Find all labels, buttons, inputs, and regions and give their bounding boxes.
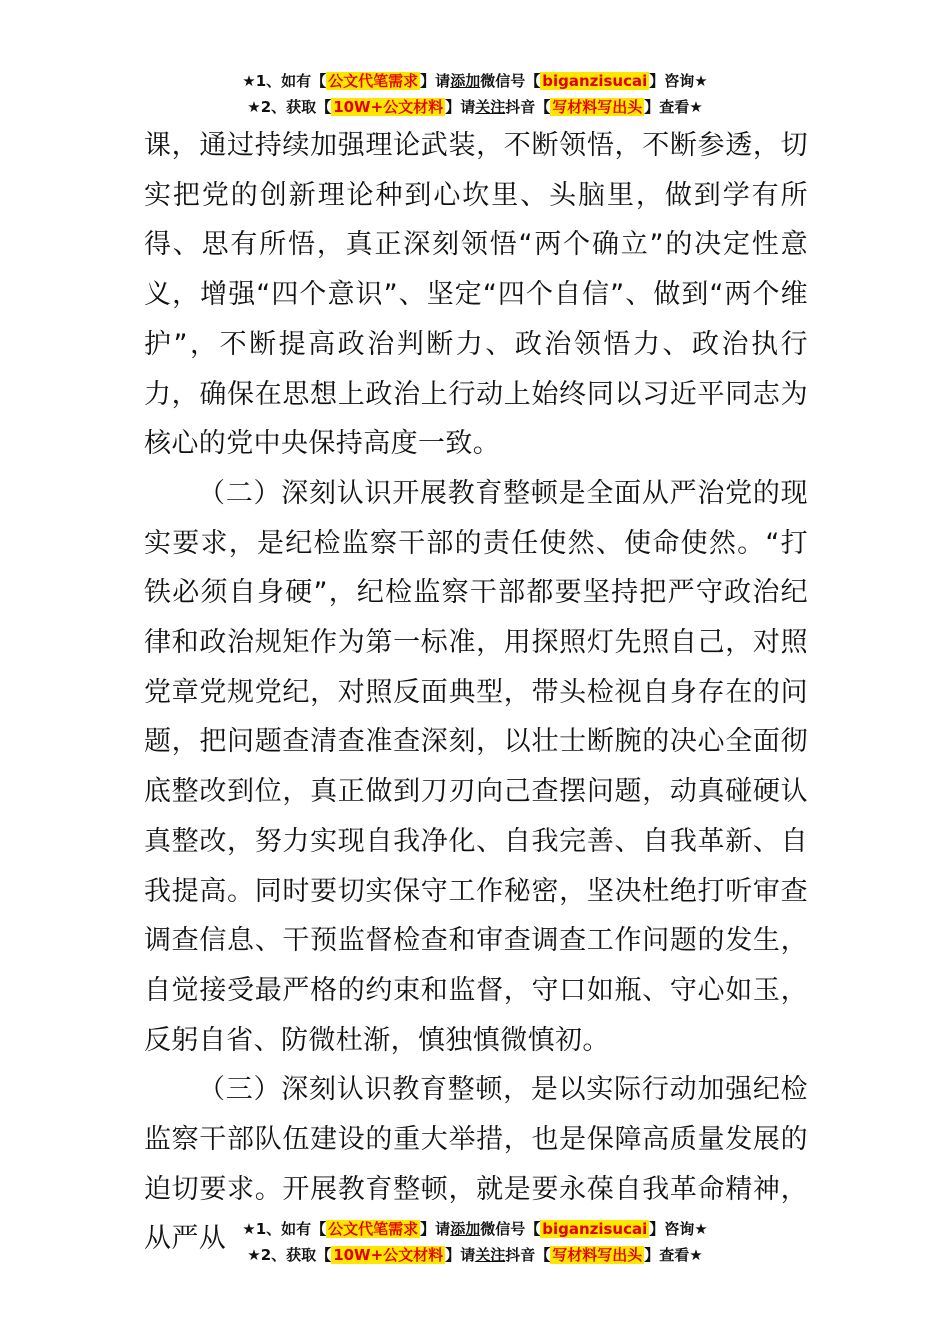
- banner-text: 】查看★: [644, 1246, 703, 1264]
- banner-line-1: [0, 68, 950, 94]
- banner-highlight: 公文代笔需求: [328, 1220, 419, 1238]
- banner-text: 】咨询★: [649, 72, 708, 90]
- banner-text: ★2、获取【: [247, 98, 332, 116]
- banner-highlight: 10W+公文材料: [333, 98, 444, 116]
- banner-highlight: 写材料写出头: [552, 1246, 643, 1264]
- banner-text: ★2、获取【: [247, 1246, 332, 1264]
- document-body: [144, 121, 808, 1264]
- banner-emphasis: 关注: [475, 1246, 506, 1264]
- banner-text: 】请: [420, 72, 451, 90]
- banner-text: ★1、如有【: [242, 1220, 327, 1238]
- banner-highlight: biganzisucai: [542, 1220, 648, 1238]
- banner-text: 】查看★: [644, 98, 703, 116]
- footer-banner: [0, 1216, 950, 1268]
- banner-line-2: [0, 94, 950, 120]
- paragraph-3: （三）深刻认识教育整顿，是以实际行动加强纪检监察干部队伍建设的重大举措，也是保障高质量发展的迫切要求。开展教育整顿，就是要永葆自我革命精神，从严从: [144, 1074, 808, 1255]
- banner-highlight: 公文代笔需求: [328, 72, 419, 90]
- banner-text: 】请: [420, 1220, 451, 1238]
- banner-line-1: [0, 1216, 950, 1242]
- banner-text: ★1、如有【: [242, 72, 327, 90]
- banner-text: 抖音【: [505, 1246, 551, 1264]
- banner-text: 】请: [445, 98, 476, 116]
- banner-emphasis: 关注: [475, 98, 506, 116]
- banner-text: 抖音【: [505, 98, 551, 116]
- header-banner: [0, 68, 950, 120]
- banner-line-2: [0, 1242, 950, 1268]
- paragraph-2: （二）深刻认识开展教育整顿是全面从严治党的现实要求，是纪检监察干部的责任使然、使命使然。“打铁必须自身硬”，纪检监察干部都要坚持把严守政治纪律和政治规矩作为第一标准，用探照灯先照自己，对照党章党规党纪，对照反面典型，带头检视自身存在的问题，把问题查清查准查深刻，以壮士断腕的决心全面彻底整改到位，真正做到刀刃向己查摆问题，动真碰硬认真整改，努力实现自我净化、自我完善、自我革新、自我提高。同时要切实保守工作秘密，坚决杜绝打听审查调查信息、干预监督检查和审查调查工作问题的发生，自觉接受最严格的约束和监督，守口如瓶、守心如玉，反躬自省、防微杜渐，慎独慎微慎初。: [144, 477, 808, 1056]
- banner-highlight: biganzisucai: [542, 72, 648, 90]
- banner-highlight: 10W+公文材料: [333, 1246, 444, 1264]
- banner-text: 】咨询★: [649, 1220, 708, 1238]
- banner-emphasis: 添加: [450, 72, 481, 90]
- paragraph-1: 课，通过持续加强理论武装，不断领悟，不断参透，切实把党的创新理论种到心坎里、头脑里，做到学有所得、思有所悟，真正深刻领悟“两个确立”的决定性意义，增强“四个意识”、坚定“四个自信”、做到“两个维护”，不断提高政治判断力、政治领悟力、政治执行力，确保在思想上政治上行动上始终同以习近平同志为核心的党中央保持高度一致。: [144, 130, 808, 460]
- banner-text: 】请: [445, 1246, 476, 1264]
- banner-text: 微信号【: [480, 1220, 541, 1238]
- banner-highlight: 写材料写出头: [552, 98, 643, 116]
- banner-text: 微信号【: [480, 72, 541, 90]
- banner-emphasis: 添加: [450, 1220, 481, 1238]
